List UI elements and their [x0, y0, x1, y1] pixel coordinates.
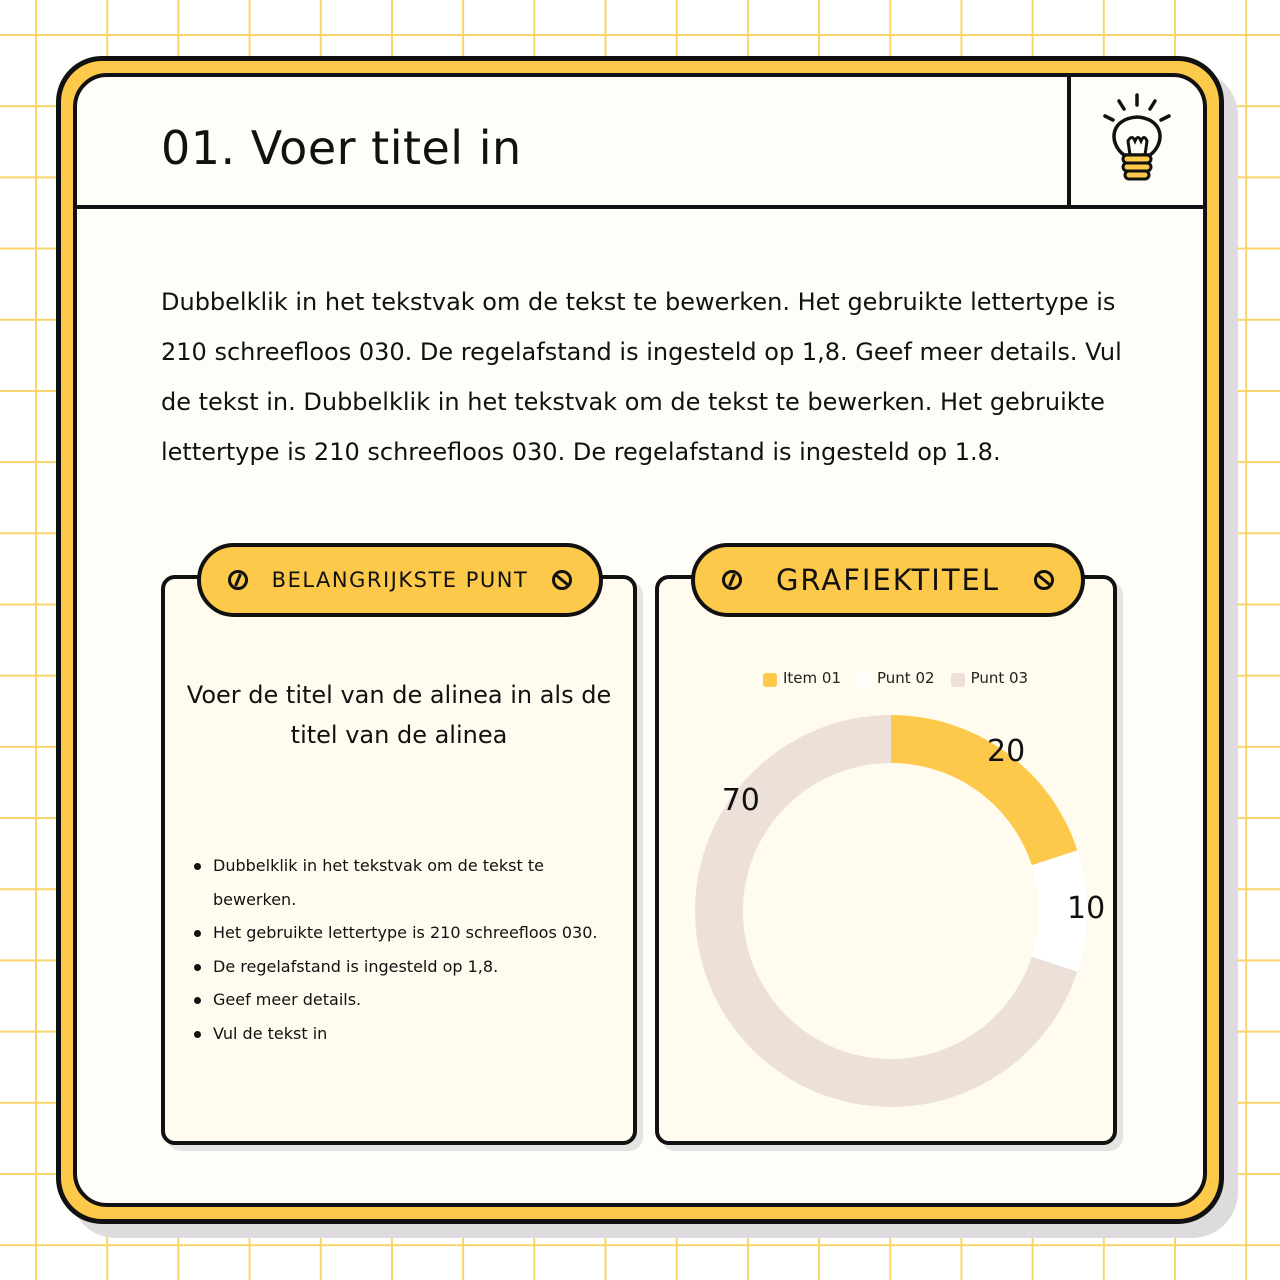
data-label: 20 — [987, 734, 1026, 770]
legend-swatch — [857, 673, 871, 687]
body-paragraph: Dubbelklik in het tekstvak om de tekst te bewerken. Het gebruikte lettertype is 210 schreefloos 030. De regelafstand is ingesteld op 1,8. Geef meer details. Vul de tekst in. Dubbelklik in het tekstvak om de tekst te bewerken. Het gebruikte lettertype is 210 schreefloos 030. De regelafstand is ingesteld op 1.8. — [161, 288, 1122, 466]
screw-icon — [721, 569, 743, 591]
screw-icon — [1033, 569, 1055, 591]
list-item: Dubbelklik in het tekstvak om de tekst te bewerken. — [191, 849, 611, 916]
icon-cell — [1067, 77, 1203, 205]
bullet-list — [191, 849, 611, 1050]
list-item: Het gebruikte lettertype is 210 schreefloos 030. — [191, 916, 611, 950]
lightbulb-icon — [1099, 89, 1175, 189]
donut-segment — [891, 715, 1077, 865]
slide-content — [73, 73, 1207, 1207]
donut-chart — [693, 713, 1089, 1109]
legend-item — [857, 669, 935, 687]
legend-label: Punt 03 — [970, 669, 1029, 687]
legend-swatch — [763, 673, 777, 687]
screw-icon — [227, 569, 249, 591]
chart-legend — [763, 669, 1028, 687]
data-label: 10 — [1067, 891, 1106, 926]
list-item: Geef meer details. — [191, 983, 611, 1017]
chart-title: GRAFIEKTITEL — [775, 563, 1001, 597]
screw-icon — [551, 569, 573, 591]
chart-card — [655, 563, 1117, 1145]
slide-frame — [56, 56, 1224, 1224]
header — [77, 77, 1203, 209]
data-label: 70 — [721, 782, 760, 818]
list-item: De regelafstand is ingesteld op 1,8. — [191, 950, 611, 984]
key-point-title: BELANGRIJKSTE PUNT — [271, 568, 529, 592]
legend-item — [951, 669, 1029, 687]
key-point-pill — [197, 543, 603, 617]
key-point-card — [161, 568, 637, 1145]
legend-label: Item 01 — [783, 669, 842, 687]
page-title: 01. Voer titel in — [161, 121, 522, 175]
card-heading: Voer de titel van de alinea in als de titel van de alinea — [186, 681, 612, 749]
chart-title-pill — [691, 543, 1085, 617]
legend-item — [763, 669, 841, 687]
list-item: Vul de tekst in — [191, 1017, 611, 1051]
legend-swatch — [951, 673, 965, 687]
legend-label: Punt 02 — [877, 669, 935, 687]
